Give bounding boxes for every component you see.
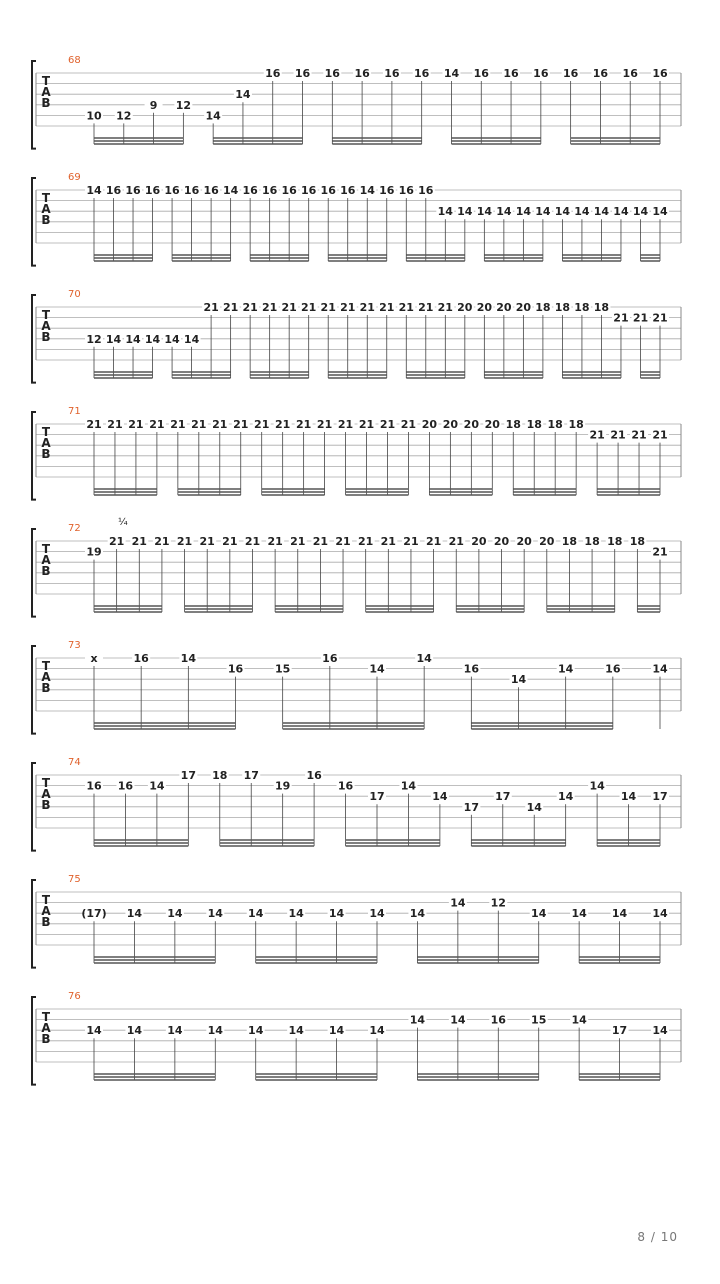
fret-number: 14: [432, 790, 448, 804]
fret-number: 14: [437, 205, 453, 219]
fret-number: 16: [384, 67, 400, 80]
fret-number: 16: [227, 662, 244, 676]
fret-number: 18: [568, 418, 584, 431]
tab-clef-letter: A: [41, 1021, 51, 1035]
fret-number: 16: [340, 184, 356, 197]
fret-number: 14: [207, 1024, 223, 1038]
fret-number: 18: [629, 535, 646, 548]
fret-number: 20: [442, 418, 459, 431]
fret-number: 14: [86, 184, 102, 197]
tab-clef-letter: T: [41, 308, 51, 322]
fret-number: 21: [154, 535, 170, 548]
fret-number: 21: [358, 418, 375, 431]
fret-number: 15: [275, 662, 291, 676]
fret-number: 16: [144, 184, 161, 197]
fret-number: 14: [409, 907, 426, 921]
fret-number: 14: [409, 1013, 426, 1027]
fret-number: 21: [222, 301, 239, 314]
fret-number: 14: [554, 205, 571, 219]
fret-number: 21: [425, 535, 442, 548]
fret-number: 21: [107, 418, 123, 431]
system-brace: [32, 529, 36, 617]
fret-number: 14: [328, 907, 345, 921]
fret-number: 21: [652, 545, 668, 559]
fret-number: 14: [359, 184, 375, 197]
fret-number: (17): [81, 907, 107, 921]
fret-number: 16: [261, 184, 278, 197]
fret-number: 20: [463, 418, 479, 431]
fret-number: 14: [558, 790, 574, 804]
fret-number: 16: [622, 67, 638, 80]
fret-number: 14: [652, 1024, 668, 1038]
fret-number: 18: [535, 301, 551, 314]
fret-number: 14: [207, 907, 223, 921]
system-brace: [32, 997, 36, 1085]
fret-number: 16: [463, 662, 479, 676]
fret-number: 16: [652, 67, 668, 80]
fret-number: 14: [620, 790, 637, 804]
system-brace: [32, 295, 36, 383]
bend-label: ¼: [118, 517, 128, 528]
fret-number: 14: [526, 800, 542, 814]
fret-number: 20: [471, 535, 487, 548]
fret-number: 20: [516, 535, 532, 548]
fret-number: 21: [340, 301, 356, 314]
fret-number: 14: [248, 907, 264, 921]
fret-number: 14: [183, 332, 200, 346]
fret-number: 20: [539, 535, 555, 548]
fret-number: 16: [562, 67, 579, 80]
fret-number: 16: [86, 779, 102, 793]
fret-number: 16: [265, 67, 281, 80]
fret-number: 16: [322, 652, 338, 665]
fret-number: 16: [418, 184, 434, 197]
fret-number: 17: [463, 800, 479, 814]
fret-number: 16: [592, 67, 609, 80]
fret-number: 21: [379, 301, 395, 314]
fret-number: 14: [652, 662, 668, 676]
tab-system: [32, 757, 681, 851]
fret-number: 14: [510, 673, 527, 687]
fret-number: 14: [149, 779, 165, 793]
fret-number: 16: [503, 67, 519, 80]
fret-number: 21: [244, 535, 261, 548]
fret-number: 21: [199, 535, 215, 548]
fret-number: 14: [248, 1024, 264, 1038]
fret-number: 14: [450, 1013, 466, 1027]
fret-number: 14: [571, 1013, 587, 1027]
fret-number: 21: [128, 418, 144, 431]
tab-clef-letter: B: [41, 564, 51, 578]
fret-number: 21: [254, 418, 270, 431]
fret-number: 14: [558, 662, 574, 676]
tab-clef-letter: B: [41, 1032, 51, 1046]
fret-number: 16: [414, 67, 430, 80]
fret-number: 21: [316, 418, 333, 431]
system-brace: [32, 646, 36, 734]
fret-number: 14: [288, 907, 304, 921]
fret-number: 21: [437, 301, 453, 314]
tab-clef-letter: B: [41, 213, 51, 227]
fret-number: 21: [652, 428, 668, 442]
tab-clef-letter: A: [41, 553, 51, 567]
fret-number: 21: [320, 301, 336, 314]
fret-number: 21: [335, 535, 351, 548]
tab-clef-letter: T: [41, 659, 51, 673]
measure-number: 75: [68, 874, 81, 885]
fret-number: 21: [242, 301, 258, 314]
tab-system: [32, 55, 681, 149]
tab-clef-letter: A: [41, 85, 51, 99]
fret-number: 16: [324, 67, 340, 80]
fret-number: 14: [652, 907, 668, 921]
fret-number: 20: [457, 301, 473, 314]
fret-number: 16: [379, 184, 395, 197]
tab-clef-letter: B: [41, 96, 51, 110]
fret-number: 12: [490, 896, 506, 910]
fret-number: 21: [418, 301, 434, 314]
system-brace: [32, 880, 36, 968]
fret-number: 16: [320, 184, 336, 197]
fret-number: 14: [457, 205, 473, 219]
tab-clef-letter: A: [41, 319, 51, 333]
fret-number: 18: [212, 769, 228, 782]
fret-number: 16: [125, 184, 141, 197]
measure-number: 76: [68, 991, 81, 1002]
fret-number: x: [90, 652, 98, 665]
system-brace: [32, 412, 36, 500]
fret-number: 21: [448, 535, 464, 548]
fret-number: 14: [180, 652, 196, 665]
fret-number: 21: [337, 418, 354, 431]
fret-number: 18: [554, 301, 571, 314]
fret-number: 21: [108, 535, 125, 548]
fret-number: 10: [86, 109, 102, 123]
fret-number: 21: [359, 301, 375, 314]
measure-number: 74: [68, 757, 81, 768]
fret-number: 14: [496, 205, 512, 219]
fret-number: 16: [105, 184, 122, 197]
fret-number: 21: [149, 418, 165, 431]
tab-system: [32, 516, 681, 617]
fret-number: 14: [476, 205, 493, 219]
tab-clef-letter: B: [41, 330, 51, 344]
system-brace: [32, 61, 36, 149]
tab-clef-letter: T: [41, 425, 51, 439]
fret-number: 18: [547, 418, 563, 431]
fret-number: 14: [443, 67, 460, 80]
fret-number: 20: [493, 535, 510, 548]
fret-number: 16: [164, 184, 180, 197]
tab-clef-letter: B: [41, 681, 51, 695]
tab-clef-letter: A: [41, 787, 51, 801]
fret-number: 14: [105, 332, 122, 346]
fret-number: 20: [421, 418, 438, 431]
fret-number: 21: [131, 535, 147, 548]
tab-clef-letter: T: [41, 1010, 51, 1024]
tab-clef-letter: B: [41, 915, 51, 929]
fret-number: 16: [117, 779, 134, 793]
fret-number: 20: [484, 418, 500, 431]
fret-number: 16: [354, 67, 370, 80]
tab-clef-letter: T: [41, 542, 51, 556]
fret-number: 17: [369, 790, 385, 804]
fret-number: 12: [86, 332, 102, 346]
fret-number: 14: [632, 205, 649, 219]
fret-number: 14: [574, 205, 590, 219]
fret-number: 18: [607, 535, 623, 548]
fret-number: 14: [235, 88, 251, 102]
fret-number: 14: [450, 896, 466, 910]
fret-number: 16: [490, 1013, 506, 1027]
fret-number: 19: [86, 545, 102, 559]
fret-number: 15: [531, 1013, 547, 1027]
fret-number: 14: [126, 907, 143, 921]
fret-number: 21: [400, 418, 417, 431]
tab-system: [32, 640, 681, 734]
fret-number: 14: [222, 184, 239, 197]
fret-number: 16: [294, 67, 311, 80]
fret-number: 17: [652, 790, 668, 804]
fret-number: 14: [593, 205, 610, 219]
measure-number: 68: [68, 55, 81, 66]
fret-number: 19: [275, 779, 291, 793]
fret-number: 17: [243, 769, 259, 782]
fret-number: 16: [183, 184, 200, 197]
tab-system: [32, 406, 681, 500]
tab-clef-letter: T: [41, 74, 51, 88]
fret-number: 14: [205, 109, 221, 123]
measure-number: 69: [68, 172, 81, 183]
page-number: 8 / 10: [637, 1230, 678, 1244]
fret-number: 20: [476, 301, 493, 314]
fret-number: 21: [212, 418, 228, 431]
tab-system: [32, 172, 681, 266]
fret-number: 21: [613, 311, 629, 325]
fret-number: 21: [261, 301, 278, 314]
fret-number: 14: [416, 652, 432, 665]
fret-number: 16: [306, 769, 322, 782]
fret-number: 21: [295, 418, 312, 431]
fret-number: 16: [473, 67, 489, 80]
fret-number: 18: [505, 418, 521, 431]
fret-number: 21: [290, 535, 306, 548]
measure-number: 70: [68, 289, 81, 300]
fret-number: 20: [515, 301, 532, 314]
fret-number: 21: [631, 428, 647, 442]
tab-clef-letter: T: [41, 776, 51, 790]
fret-number: 21: [222, 535, 238, 548]
fret-number: 16: [605, 662, 621, 676]
fret-number: 18: [526, 418, 542, 431]
tab-system: [32, 289, 681, 383]
fret-number: 21: [380, 535, 396, 548]
fret-number: 14: [125, 332, 141, 346]
fret-number: 20: [496, 301, 512, 314]
fret-number: 14: [144, 332, 161, 346]
fret-number: 21: [233, 418, 249, 431]
fret-number: 21: [191, 418, 207, 431]
tab-clef-letter: T: [41, 893, 51, 907]
fret-number: 21: [398, 301, 414, 314]
fret-number: 16: [398, 184, 414, 197]
fret-number: 14: [369, 662, 385, 676]
fret-number: 14: [613, 205, 629, 219]
fret-number: 16: [337, 779, 354, 793]
fret-number: 14: [167, 1024, 183, 1038]
tab-system: [32, 991, 681, 1085]
measure-number: 72: [68, 523, 81, 534]
system-brace: [32, 178, 36, 266]
fret-number: 14: [531, 907, 547, 921]
tab-clef-letter: T: [41, 191, 51, 205]
system-brace: [32, 763, 36, 851]
tab-clef-letter: B: [41, 798, 51, 812]
fret-number: 17: [180, 769, 196, 782]
fret-number: 16: [281, 184, 297, 197]
tab-clef-letter: A: [41, 202, 51, 216]
fret-number: 17: [495, 790, 511, 804]
fret-number: 14: [515, 205, 532, 219]
fret-number: 21: [267, 535, 283, 548]
fret-number: 12: [116, 109, 132, 123]
fret-number: 17: [611, 1024, 628, 1038]
tab-clef-letter: A: [41, 904, 51, 918]
fret-number: 14: [328, 1024, 345, 1038]
fret-number: 16: [203, 184, 219, 197]
fret-number: 21: [358, 535, 374, 548]
fret-number: 21: [203, 301, 219, 314]
fret-number: 16: [533, 67, 549, 80]
fret-number: 18: [574, 301, 590, 314]
tab-clef-letter: A: [41, 436, 51, 450]
measure-number: 73: [68, 640, 81, 651]
fret-number: 18: [593, 301, 610, 314]
fret-number: 21: [652, 311, 668, 325]
tab-clef-letter: A: [41, 670, 51, 684]
fret-number: 18: [584, 535, 600, 548]
fret-number: 14: [400, 779, 417, 793]
fret-number: 21: [403, 535, 419, 548]
fret-number: 14: [589, 779, 605, 793]
fret-number: 21: [610, 428, 626, 442]
fret-number: 14: [369, 1024, 385, 1038]
fret-number: 14: [369, 907, 385, 921]
fret-number: 16: [301, 184, 317, 197]
fret-number: 14: [652, 205, 668, 219]
fret-number: 14: [126, 1024, 143, 1038]
fret-number: 16: [133, 652, 149, 665]
fret-number: 14: [86, 1024, 102, 1038]
fret-number: 14: [167, 907, 183, 921]
fret-number: 21: [312, 535, 329, 548]
fret-number: 12: [175, 98, 192, 112]
fret-number: 21: [281, 301, 297, 314]
fret-number: 14: [164, 332, 180, 346]
fret-number: 21: [589, 428, 605, 442]
fret-number: 21: [275, 418, 291, 431]
tab-clef-letter: B: [41, 447, 51, 461]
fret-number: 21: [301, 301, 317, 314]
fret-number: 16: [242, 184, 258, 197]
fret-number: 14: [571, 907, 587, 921]
fret-number: 21: [632, 311, 649, 325]
fret-number: 21: [86, 418, 102, 431]
fret-number: 14: [611, 907, 628, 921]
fret-number: 21: [379, 418, 396, 431]
fret-number: 21: [176, 535, 193, 548]
tab-system: [32, 874, 681, 968]
fret-number: 14: [288, 1024, 304, 1038]
fret-number: 18: [561, 535, 578, 548]
measure-number: 71: [68, 406, 81, 417]
fret-number: 14: [535, 205, 551, 219]
fret-number: 21: [170, 418, 186, 431]
fret-number: 9: [149, 98, 158, 112]
